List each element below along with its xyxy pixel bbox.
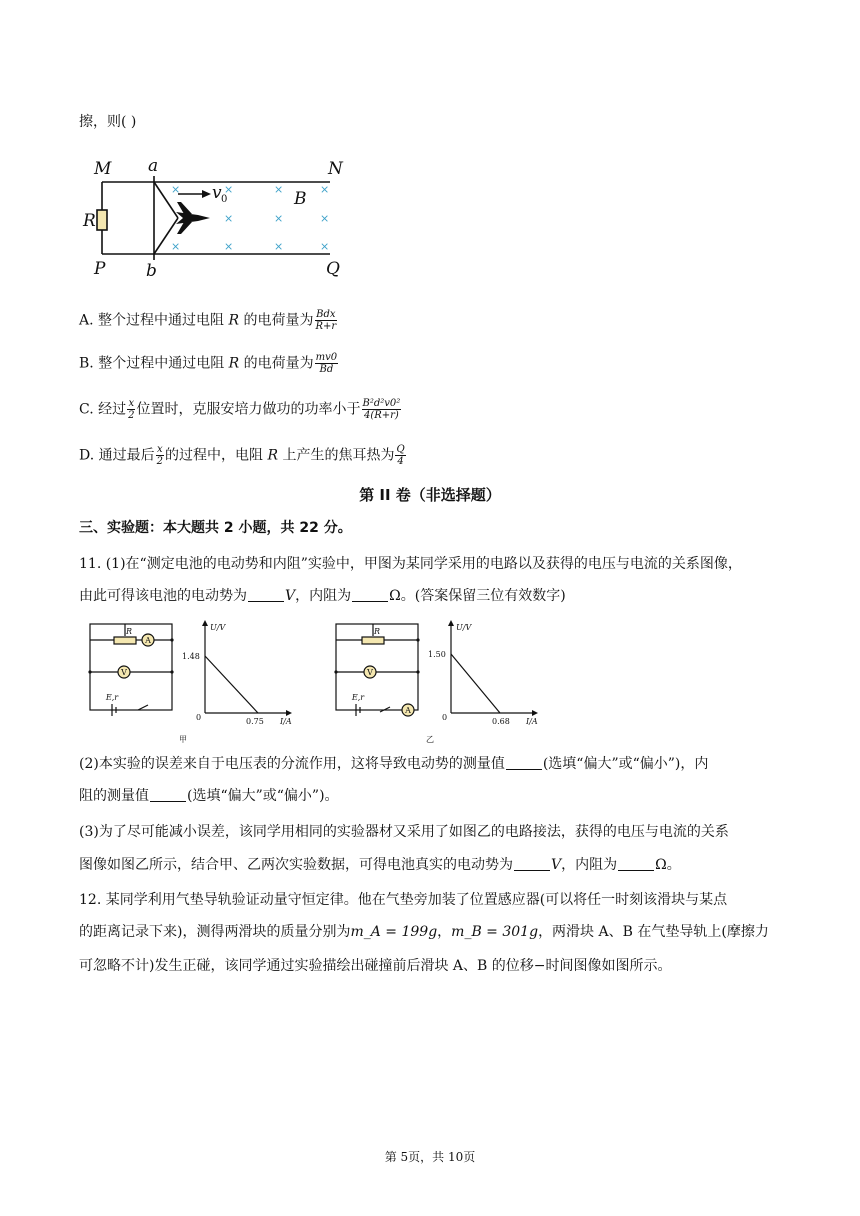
- option-b: [79, 352, 339, 375]
- field-mark: ×: [171, 240, 181, 253]
- answer-blank[interactable]: [506, 755, 542, 770]
- fraction: $\frac{x}{2}$: [156, 444, 164, 467]
- q11-p3-line2: 图像如图乙所示，结合甲、乙两次实验数据，可得电池真实的电动势为 V，内阻为 Ω。: [79, 857, 681, 873]
- field-mark: ×: [224, 212, 234, 225]
- answer-blank[interactable]: [514, 856, 550, 871]
- section-title: 第 II 卷（非选择题）: [359, 486, 501, 504]
- q11-line1: 11. (1)在“测定电池的电动势和内阻”实验中，甲图为某同学采用的电路以及获得的电压与电流的关系图像，: [79, 556, 742, 572]
- label-N: N: [328, 159, 343, 179]
- y-axis-label: U/V: [456, 623, 472, 632]
- y-intercept: 1.50: [428, 650, 446, 659]
- label-P: P: [94, 259, 106, 279]
- mass-B: m_B = 301g: [451, 924, 539, 940]
- option-a-text: A. 整个过程中通过电阻: [79, 312, 229, 329]
- var-R: R: [267, 447, 279, 464]
- field-mark: ×: [224, 240, 234, 253]
- label-v0-sub: 0: [221, 194, 228, 205]
- answer-blank[interactable]: [248, 587, 284, 602]
- option-d: [79, 444, 407, 467]
- x-intercept: 0.75: [246, 717, 264, 726]
- field-mark: ×: [171, 183, 181, 196]
- x-axis-label: I/A: [526, 717, 538, 726]
- field-mark: ×: [320, 240, 330, 253]
- option-a-mid: 的电荷量为: [239, 312, 314, 329]
- rail-field-figure: [80, 152, 350, 282]
- field-mark: ×: [274, 212, 284, 225]
- label-V: V: [121, 668, 127, 677]
- field-mark: ×: [274, 240, 284, 253]
- field-mark: ×: [224, 183, 234, 196]
- label-A: A: [405, 706, 411, 715]
- origin-label: 0: [196, 713, 202, 722]
- var-R: R: [228, 355, 240, 372]
- label-v0: v: [212, 183, 222, 203]
- label-R: R: [125, 627, 133, 636]
- label-A: A: [145, 636, 151, 645]
- x-intercept: 0.68: [492, 717, 510, 726]
- label-R: R: [373, 627, 381, 636]
- var-R: R: [228, 312, 240, 329]
- option-a: [79, 309, 338, 332]
- y-intercept: 1.48: [182, 652, 200, 661]
- fraction: $\frac{\text{B²d²v0²}}{4(R+r)}$: [362, 398, 401, 421]
- option-c-mid: 位置时，克服安培力做功的功率小于: [136, 401, 361, 418]
- q12-line2: 的距离记录下来)，测得两滑块的质量分别为m_A = 199g，m_B = 301g，两滑块 A、B 在气垫导轨上(摩擦力: [79, 924, 769, 940]
- section-heading: 三、实验题：本大题共 2 小题，共 22 分。: [79, 520, 352, 536]
- option-c-text: C. 经过: [79, 401, 127, 418]
- origin-label: 0: [442, 713, 448, 722]
- caption-yi: 乙: [426, 735, 434, 744]
- option-c: [79, 398, 402, 421]
- fraction: $\frac{x}{2}$: [128, 398, 135, 421]
- question-stem-end: 擦，则( ): [79, 114, 137, 130]
- answer-blank[interactable]: [150, 787, 186, 802]
- q11-p2-line1: (2)本实验的误差来自于电压表的分流作用，这将导致电动势的测量值 (选填“偏大”或“偏小”)，内: [79, 756, 709, 772]
- circuit-graphs-figure: [82, 616, 562, 746]
- option-d-text: D. 通过最后: [79, 447, 155, 464]
- label-b: b: [146, 261, 157, 281]
- label-R: R: [83, 211, 96, 231]
- option-b-text: B. 整个过程中通过电阻: [79, 355, 229, 372]
- y-axis-label: U/V: [210, 623, 226, 632]
- option-b-mid: 的电荷量为: [239, 355, 314, 372]
- label-Er: E,r: [105, 693, 119, 702]
- answer-blank[interactable]: [352, 587, 388, 602]
- label-M: M: [94, 159, 112, 179]
- fraction: $\frac{\text{Bdx}}{R+r}$: [315, 309, 337, 332]
- label-B: B: [294, 189, 307, 209]
- q11-p2-line2: 阻的测量值 (选填“偏大”或“偏小”)。: [79, 788, 339, 804]
- label-Q: Q: [326, 259, 340, 279]
- x-axis-label: I/A: [280, 717, 292, 726]
- fraction: $\frac{mv0}{Bd}$: [315, 352, 338, 375]
- q12-line3: 可忽略不计)发生正碰，该同学通过实验描绘出碰撞前后滑块 A、B 的位移−时间图像如图所示。: [79, 958, 672, 974]
- field-mark: ×: [274, 183, 284, 196]
- page-footer: 第 5页，共 10页: [384, 1150, 476, 1164]
- caption-jia: 甲: [179, 735, 187, 744]
- field-mark: ×: [320, 212, 330, 225]
- answer-blank[interactable]: [618, 856, 654, 871]
- label-a: a: [148, 156, 159, 176]
- label-V: V: [367, 668, 373, 677]
- field-mark: ×: [320, 183, 330, 196]
- label-Er: E,r: [351, 693, 365, 702]
- fraction: $\frac{Q}{4}$: [396, 444, 405, 467]
- option-d-mid2: 上产生的焦耳热为: [278, 447, 395, 464]
- q12-line1: 12. 某同学利用气垫导轨验证动量守恒定律。他在气垫旁加装了位置感应器(可以将任一时刻该滑块与某点: [79, 892, 728, 908]
- mass-A: m_A = 199g: [350, 924, 438, 940]
- q11-line2: 由此可得该电池的电动势为 V，内阻为 Ω。(答案保留三位有效数字): [79, 588, 566, 604]
- option-d-mid: 的过程中，电阻: [165, 447, 268, 464]
- q11-p3-line1: (3)为了尽可能减小误差，该同学用相同的实验器材又采用了如图乙的电路接法，获得的电压与电流的关系: [79, 824, 729, 840]
